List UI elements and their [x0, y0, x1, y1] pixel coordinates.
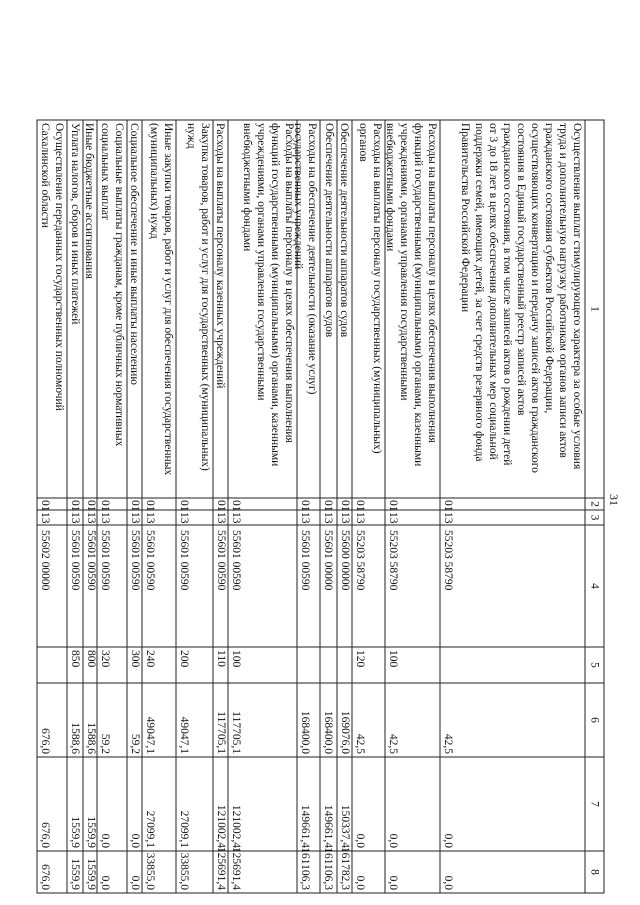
cell-amount-year2: 1559,9	[69, 816, 81, 848]
row-name-line: Правительства Российской Федерации	[459, 123, 471, 313]
cell-expense-type: 200	[178, 650, 190, 668]
cell-section: 01	[322, 500, 334, 512]
cell-amount-year1: 117705,1	[230, 711, 242, 754]
cell-subsection: 13	[339, 512, 351, 524]
cell-subsection: 13	[442, 512, 454, 524]
row-name-line: Расходы на обеспечение деятельности (оказание услуг)	[306, 123, 318, 395]
row-name-line: Социальное обеспечение и иные выплаты населению	[128, 123, 140, 385]
row-name-line: внебюджетными фондами	[241, 123, 253, 252]
cell-subsection: 13	[230, 512, 242, 524]
cell-subsection: 13	[144, 512, 156, 524]
cell-section: 01	[129, 500, 141, 512]
budget-table	[37, 120, 604, 893]
cell-target-article: 55601 00590	[178, 530, 190, 591]
row-name-line: Иные закупки товаров, работ и услуг для обеспечения государственных	[162, 123, 174, 476]
cell-amount-year2: 27099,1	[178, 810, 190, 848]
page-number: 31	[607, 494, 621, 506]
row-name-line: социальных выплат	[99, 123, 111, 220]
row-name-line: учреждениями, органами управления государственными	[398, 123, 410, 401]
cell-amount-year1: 59,2	[129, 733, 141, 754]
row-name-line: государственных учреждений	[292, 123, 304, 270]
cell-amount-year3: 33855,0	[178, 852, 190, 890]
cell-amount-year1: 59,2	[99, 733, 111, 754]
cell-target-article: 55601 00590	[99, 530, 111, 591]
row-name-line: Расходы на выплаты персоналу в целях обеспечения выполнения	[283, 123, 295, 443]
cell-amount-year2: 1559,9	[85, 816, 97, 848]
cell-amount-year1: 49047,1	[144, 716, 156, 754]
row-name-line: Расходы на выплаты персоналу в целях обеспечения выполнения	[426, 123, 438, 443]
row-name-line: функций государственными (муниципальными) органами, казенными	[412, 123, 424, 467]
cell-amount-year3: 0,0	[99, 875, 111, 890]
cell-section: 01	[69, 500, 81, 512]
column-number-header: 1	[588, 306, 601, 312]
cell-amount-year3: 125691,4	[215, 846, 227, 890]
row-name-line: Социальные выплаты гражданам, кроме публичных нормативных	[113, 123, 125, 447]
column-number-header: 3	[588, 514, 601, 521]
row-name-line: функций государственными (муниципальными) органами, казенными	[269, 123, 281, 467]
cell-amount-year1: 117705,1	[215, 711, 227, 754]
row-name-line: (муниципальных) нужд	[148, 123, 160, 239]
cell-amount-year3: 125691,4	[230, 846, 242, 890]
cell-expense-type: 100	[230, 650, 242, 668]
cell-target-article: 55601 00590	[144, 530, 156, 591]
cell-target-article: 55601 00590	[129, 530, 141, 591]
cell-amount-year3: 676,0	[39, 864, 51, 890]
cell-subsection: 13	[299, 512, 311, 524]
cell-amount-year1: 42,5	[442, 733, 454, 754]
column-number-header: 5	[588, 662, 601, 668]
cell-target-article: 55601 00590	[230, 530, 242, 591]
cell-target-article: 55600 00000	[339, 530, 351, 591]
cell-amount-year1: 168400,0	[299, 710, 311, 754]
cell-amount-year2: 0,0	[442, 833, 454, 848]
cell-target-article: 55601 00000	[322, 530, 334, 591]
row-name-line: осуществляющих конвертацию и передачу записей актов гражданского	[529, 123, 541, 473]
cell-expense-type: 240	[144, 650, 156, 668]
row-name-line: гражданского состояния, в том числе записей актов о рождении детей	[501, 123, 513, 466]
cell-target-article: 55203 58790	[354, 530, 366, 591]
cell-amount-year1: 676,0	[39, 728, 51, 754]
cell-expense-type: 120	[354, 650, 366, 668]
cell-amount-year2: 0,0	[387, 833, 399, 848]
cell-target-article: 55601 00590	[215, 530, 227, 591]
cell-target-article: 55203 58790	[442, 530, 454, 591]
cell-amount-year3: 0,0	[442, 875, 454, 890]
cell-subsection: 13	[129, 512, 141, 524]
row-name-line: Обеспечение деятельности аппаратов судов	[323, 123, 335, 338]
cell-section: 01	[144, 500, 156, 512]
cell-expense-type: 100	[387, 650, 399, 668]
row-name-line: Обеспечение деятельности аппаратов судов	[338, 123, 350, 338]
cell-amount-year3: 161106,3	[322, 847, 334, 890]
cell-amount-year3: 0,0	[354, 875, 366, 890]
cell-subsection: 13	[387, 512, 399, 524]
cell-amount-year2: 121002,4	[230, 804, 242, 848]
row-name-line: состояния в Единый государственный реестр записей актов	[515, 123, 527, 416]
cell-amount-year1: 49047,1	[178, 716, 190, 754]
cell-section: 01	[387, 500, 399, 512]
row-name-line: Осуществление выплат стимулирующего характера за особые условия	[571, 123, 583, 470]
cell-expense-type: 850	[69, 650, 81, 668]
cell-amount-year2: 27099,1	[144, 810, 156, 848]
cell-expense-type: 800	[85, 650, 97, 668]
cell-section: 01	[99, 500, 111, 512]
row-name-line: Осуществление переданных государственных полномочий	[53, 123, 65, 411]
cell-amount-year3: 0,0	[129, 875, 141, 890]
cell-section: 01	[215, 500, 227, 512]
cell-amount-year2: 149661,4	[299, 804, 311, 848]
column-number-header: 2	[588, 501, 601, 507]
cell-section: 01	[39, 500, 51, 512]
cell-expense-type: 110	[215, 650, 227, 667]
cell-section: 01	[178, 500, 190, 512]
cell-subsection: 13	[69, 512, 81, 524]
cell-amount-year1: 42,5	[387, 733, 399, 754]
row-name-line: Закупка товаров, работ и услуг для государственных (муниципальных)	[199, 123, 211, 471]
cell-subsection: 13	[178, 512, 190, 524]
cell-target-article: 55203 58790	[387, 530, 399, 591]
cell-amount-year1: 1588,6	[85, 722, 97, 754]
cell-expense-type: 300	[129, 650, 141, 668]
row-name-line: Расходы на выплаты персоналу государственных (муниципальных)	[371, 123, 383, 454]
cell-subsection: 13	[322, 512, 334, 524]
cell-amount-year2: 0,0	[354, 833, 366, 848]
cell-amount-year1: 1588,6	[69, 722, 81, 754]
cell-subsection: 13	[85, 512, 97, 524]
cell-amount-year3: 33855,0	[144, 852, 156, 890]
cell-amount-year2: 149661,4	[322, 804, 334, 848]
cell-amount-year3: 161106,3	[299, 847, 311, 890]
cell-amount-year1: 169076,0	[339, 710, 351, 754]
row-name-line: Расходы на выплаты персоналу казенных учреждений	[214, 123, 226, 389]
cell-subsection: 13	[354, 512, 366, 524]
cell-amount-year3: 161782,3	[339, 846, 351, 890]
row-name-line: гражданского состояния субъектов Российской Федерации,	[543, 123, 555, 414]
cell-amount-year3: 1559,9	[69, 858, 81, 890]
cell-amount-year2: 121002,4	[215, 804, 227, 848]
row-name-line: поддержки семей, имеющих детей, за счет средств резервного фонда	[473, 123, 485, 462]
cell-subsection: 13	[39, 512, 51, 524]
row-name-line: нужд	[185, 123, 197, 149]
row-name-line: от 3 до 18 лет в целях обеспечения дополнительных мер социальной	[487, 123, 499, 460]
row-name-line: органов	[357, 123, 369, 162]
cell-section: 01	[85, 500, 97, 512]
row-name-line: учреждениями, органами управления государственными	[255, 123, 267, 401]
cell-amount-year1: 42,5	[354, 733, 366, 754]
cell-amount-year2: 0,0	[99, 833, 111, 848]
row-name-line: внебюджетными фондами	[384, 123, 396, 252]
cell-section: 01	[299, 500, 311, 512]
cell-amount-year3: 0,0	[387, 875, 399, 890]
cell-amount-year2: 150337,4	[339, 804, 351, 848]
row-name-line: Сахалинской области	[39, 123, 51, 228]
cell-expense-type: 320	[99, 650, 111, 668]
cell-section: 01	[354, 500, 366, 512]
cell-amount-year2: 676,0	[39, 822, 51, 848]
cell-target-article: 55602 00000	[39, 530, 51, 591]
row-name-line: Уплата налогов, сборов и иных платежей	[69, 123, 81, 325]
cell-target-article: 55601 00590	[69, 530, 81, 591]
cell-amount-year1: 168400,0	[322, 710, 334, 754]
column-number-header: 8	[588, 869, 601, 875]
cell-section: 01	[339, 500, 351, 512]
column-number-header: 4	[588, 583, 601, 589]
row-name-line: Иные бюджетные ассигнования	[83, 123, 95, 279]
cell-target-article: 55601 00590	[85, 530, 97, 591]
cell-subsection: 13	[215, 512, 227, 524]
cell-target-article: 55601 00590	[299, 530, 311, 591]
column-number-header: 7	[588, 801, 601, 807]
cell-section: 01	[230, 500, 242, 512]
cell-amount-year2: 0,0	[129, 833, 141, 848]
row-name-line: труда и дополнительную нагрузку работникам органов записи актов	[557, 123, 569, 458]
cell-subsection: 13	[99, 512, 111, 524]
column-number-header: 6	[588, 717, 601, 723]
cell-section: 01	[442, 500, 454, 512]
cell-amount-year3: 1559,9	[85, 858, 97, 890]
